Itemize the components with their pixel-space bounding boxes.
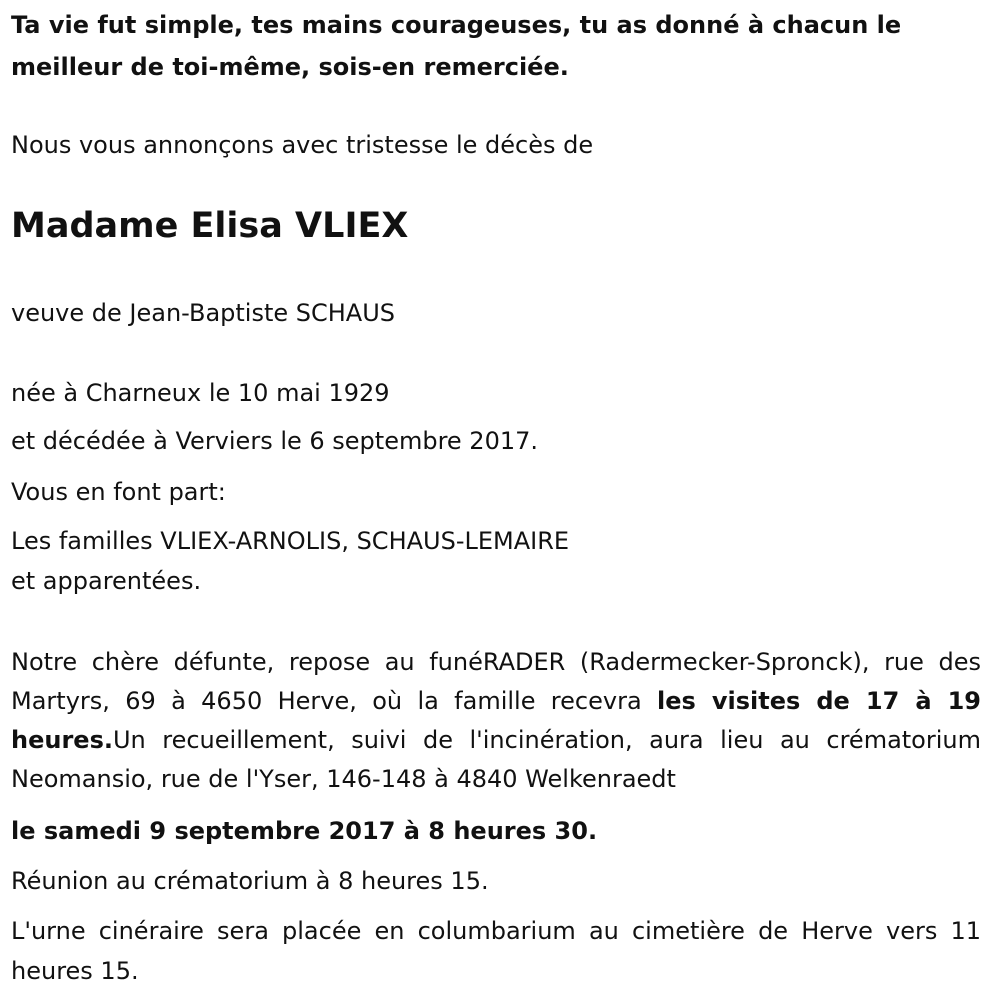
repose-paragraph xyxy=(11,643,981,799)
birth-text: née à Charneux le 10 mai 1929 xyxy=(11,379,390,407)
widow-of-text: veuve de Jean-Baptiste SCHAUS xyxy=(11,299,396,327)
deceased-name: Madame Elisa VLIEX xyxy=(11,206,409,246)
quote-line-2: meilleur de toi-même, sois-en remerciée. xyxy=(11,53,569,81)
visits-hours: les visites de 17 à 19 heures. xyxy=(11,687,981,754)
urn-text: L'urne cinéraire sera placée en columbarium au cimetière de Herve vers 11 heures 15. xyxy=(11,917,981,985)
death-text: et décédée à Verviers le 6 septembre 2017. xyxy=(11,427,539,455)
meeting-text: Réunion au crématorium à 8 heures 15. xyxy=(11,867,489,895)
repose-text-before: Notre chère défunte, repose au funéRADER (Radermecker-Spronck), rue des Martyrs, 69 à 4650 Herve, où la famille recevra xyxy=(11,648,981,715)
notice-intro: Vous en font part: xyxy=(11,478,226,506)
announcement-text: Nous vous annonçons avec tristesse le décès de xyxy=(11,131,594,159)
quote-line-1: Ta vie fut simple, tes mains courageuses, tu as donné à chacun le xyxy=(11,11,902,39)
families-line-1: Les familles VLIEX-ARNOLIS, SCHAUS-LEMAIRE xyxy=(11,527,570,555)
families-line-2: et apparentées. xyxy=(11,567,202,595)
repose-text-after: Un recueillement, suivi de l'incinération, aura lieu au crématorium Neomansio, rue de l'Yser, 146-148 à 4840 Welkenraedt xyxy=(11,726,981,793)
ceremony-date: le samedi 9 septembre 2017 à 8 heures 30. xyxy=(11,817,598,845)
